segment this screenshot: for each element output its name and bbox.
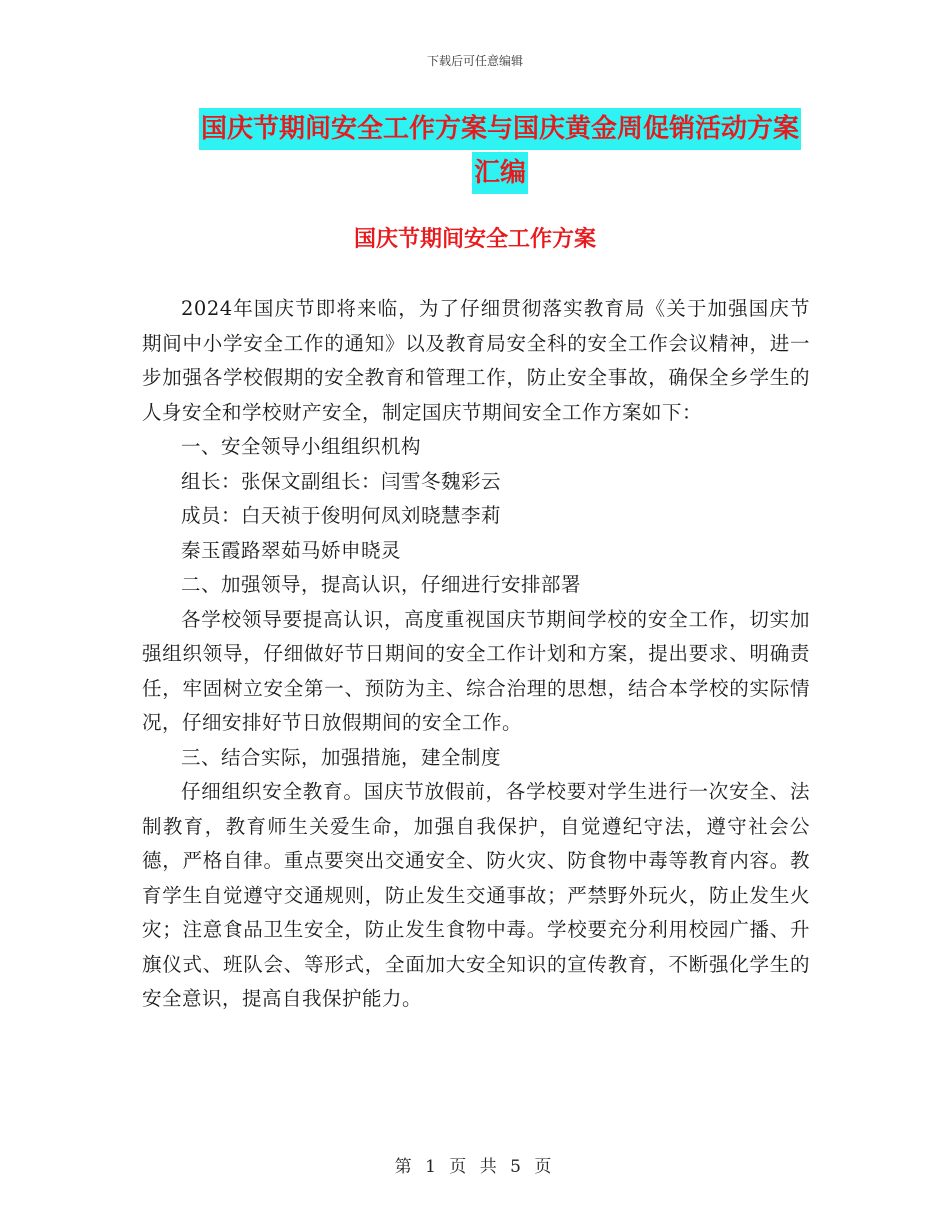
paragraph-education: 仔细组织安全教育。国庆节放假前，各学校要对学生进行一次安全、法制教育，教育师生关爱生命，加强自我保护，自觉遵纪守法，遵守社会公德，严格自律。重点要突出交通安全、防火灾、防食物中毒等教育内容。教育学生自觉遵守交通规则，防止发生交通事故；严禁野外玩火，防止发生火灾；注意食品卫生安全，防止发生食物中毒。学校要充分利用校园广播、升旗仪式、班队会、等形式，全面加大安全知识的宣传教育，不断强化学生的安全意识，提高自我保护能力。 [142, 780, 810, 1010]
heading-two: 二、加强领导，提高认识，仔细进行安排部署 [181, 573, 582, 596]
paragraph-intro: 2024年国庆节即将来临，为了仔细贯彻落实教育局《关于加强国庆节期间中小学安全工作的通知》以及教育局安全科的安全工作会议精神，进一步加强各学校假期的安全教育和管理工作，防止安全事故，确保全乡学生的人身安全和学校财产安全，制定国庆节期间安全工作方案如下： [142, 297, 810, 424]
document-title-text-1: 国庆节期间安全工作方案与国庆黄金周促销活动方案 [199, 108, 801, 150]
paragraph-members: 成员：白天祯于俊明何凤刘晓慧李莉 [181, 504, 502, 527]
page-footer: 第 1 页 共 5 页 [394, 1157, 556, 1177]
paragraph-members-cont: 秦玉霞路翠茹马娇申晓灵 [181, 538, 402, 562]
paragraph-leadership: 各学校领导要提高认识，高度重视国庆节期间学校的安全工作，切实加强组织领导，仔细做好节日期间的安全工作计划和方案，提出要求、明确责任，牢固树立安全第一、预防为主、综合治理的思想，结合本学校的实际情况，仔细安排好节日放假期间的安全工作。 [142, 607, 810, 734]
document-title-line-2 [120, 160, 880, 186]
document-title-line-1 [120, 116, 880, 142]
section-title: 国庆节期间安全工作方案 [353, 227, 596, 252]
header-note: 下载后可任意编辑 [426, 54, 523, 68]
heading-one: 一、安全领导小组组织机构 [181, 435, 422, 458]
heading-three: 三、结合实际，加强措施，建全制度 [181, 745, 502, 769]
paragraph-leaders: 组长：张保文副组长：闫雪冬魏彩云 [181, 469, 502, 493]
document-body [142, 292, 810, 1017]
document-title-text-2: 汇编 [472, 152, 528, 194]
